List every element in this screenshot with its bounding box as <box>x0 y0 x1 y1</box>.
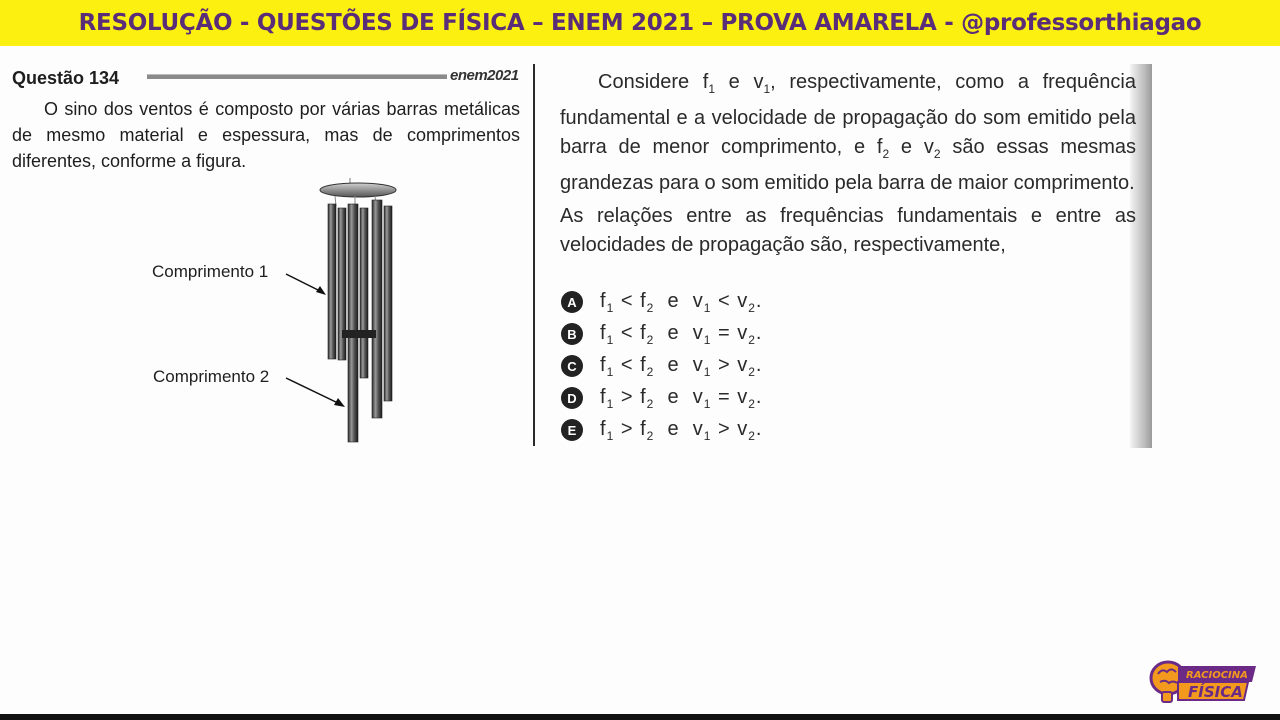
logo-line-2: FÍSICA <box>1188 683 1243 701</box>
option-c-letter: C <box>561 355 583 377</box>
wind-chime-figure <box>140 178 520 450</box>
question-paragraph-2: As relações entre as frequências fundamentais e entre as velocidades de propagação são, respectivamente, <box>560 205 1136 256</box>
enem-brand: enem2021 <box>450 67 519 84</box>
title-banner <box>0 0 1280 46</box>
banner-title: RESOLUÇÃO - QUESTÕES DE FÍSICA – ENEM 2021 – PROVA AMARELA - @professorthiagao <box>78 10 1202 36</box>
header-rule <box>147 74 447 79</box>
question-body <box>560 68 1136 260</box>
option-e[interactable] <box>561 414 861 446</box>
column-divider <box>533 64 535 446</box>
option-d-text: $f_1 > f_2$ e $v_1 = v_2$. <box>600 385 763 411</box>
option-e-text: $f_1 > f_2$ e $v_1 > v_2$. <box>600 417 763 443</box>
question-intro: O sino dos ventos é composto por várias barras metálicas de mesmo material e espessura, mas de comprimentos diferentes, conforme a figura. <box>12 99 520 171</box>
option-d[interactable] <box>561 382 861 414</box>
brain-icon <box>1148 656 1260 706</box>
option-e-letter: E <box>561 419 583 441</box>
option-a[interactable] <box>561 286 861 318</box>
option-b-letter: B <box>561 323 583 345</box>
option-d-letter: D <box>561 387 583 409</box>
question-paragraph-1: Considere $f_1$ e $v_1$, respectivamente, como a frequência fundamental e a velocidade de propagação do som emitido pela barra de menor comprimento, e $f_2$ e $v_2$ são essas mesmas grandezas para o som emitido pela barra de maior comprimento. <box>560 71 1136 194</box>
length-2-label: Comprimento 2 <box>153 367 270 386</box>
option-b-text: $f_1 < f_2$ e $v_1 = v_2$. <box>600 321 763 347</box>
wind-chime-illustration <box>140 178 520 450</box>
length-1-label: Comprimento 1 <box>152 262 269 281</box>
option-c-text: $f_1 < f_2$ e $v_1 > v_2$. <box>600 353 763 379</box>
logo-line-1: RACIOCINA <box>1186 670 1248 681</box>
question-header <box>12 68 522 90</box>
bottom-bar <box>0 714 1280 720</box>
option-a-letter: A <box>561 291 583 313</box>
question-title: Questão 134 <box>12 68 120 88</box>
raciocina-fisica-logo <box>1148 656 1260 706</box>
option-c[interactable] <box>561 350 861 382</box>
option-a-text: $f_1 < f_2$ e $v_1 < v_2$. <box>600 289 763 315</box>
option-b[interactable] <box>561 318 861 350</box>
answer-options <box>561 286 861 446</box>
